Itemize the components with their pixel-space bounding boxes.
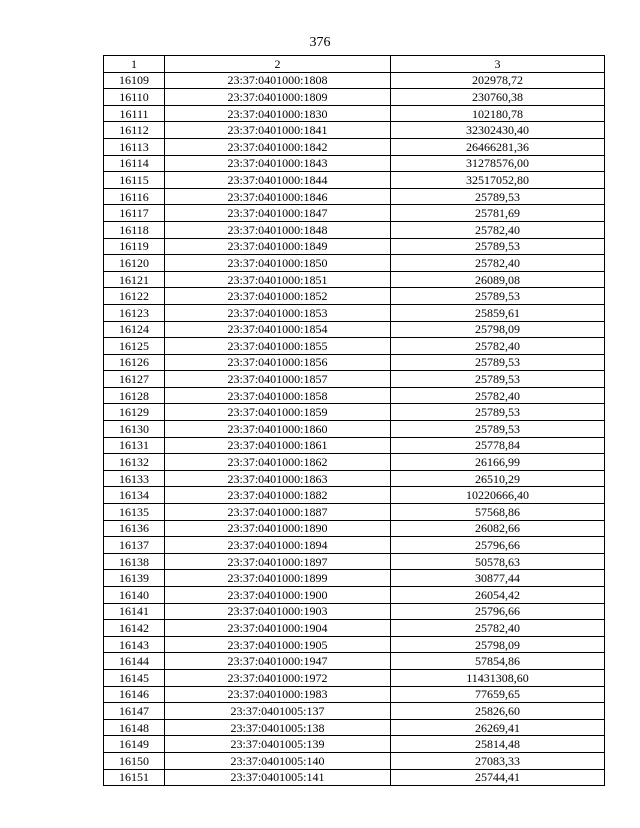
- value-cell: 25782,40: [391, 338, 605, 355]
- table-row: [104, 620, 605, 637]
- cadastral-number-cell: 23:37:0401000:1983: [165, 686, 391, 703]
- cadastral-number-cell: 23:37:0401000:1903: [165, 603, 391, 620]
- table-row: [104, 271, 605, 288]
- row-number-cell: 16112: [104, 122, 165, 139]
- cadastral-number-cell: 23:37:0401000:1856: [165, 354, 391, 371]
- cadastral-number-cell: 23:37:0401000:1972: [165, 669, 391, 686]
- row-number-cell: 16122: [104, 288, 165, 305]
- value-cell: 26082,66: [391, 520, 605, 537]
- table-row: [104, 553, 605, 570]
- row-number-cell: 16127: [104, 371, 165, 388]
- cadastral-number-cell: 23:37:0401000:1847: [165, 205, 391, 222]
- value-cell: 25782,40: [391, 255, 605, 272]
- cadastral-number-cell: 23:37:0401000:1904: [165, 620, 391, 637]
- cadastral-number-cell: 23:37:0401000:1850: [165, 255, 391, 272]
- table-row: [104, 172, 605, 189]
- table-row: [104, 719, 605, 736]
- table-row: [104, 421, 605, 438]
- table-body: [104, 72, 605, 786]
- table-row: [104, 752, 605, 769]
- row-number-cell: 16133: [104, 470, 165, 487]
- value-cell: 25789,53: [391, 288, 605, 305]
- value-cell: 32302430,40: [391, 122, 605, 139]
- row-number-cell: 16118: [104, 221, 165, 238]
- value-cell: 26466281,36: [391, 138, 605, 155]
- row-number-cell: 16109: [104, 72, 165, 89]
- page-number: 376: [309, 35, 331, 50]
- value-cell: 26166,99: [391, 454, 605, 471]
- row-number-cell: 16149: [104, 736, 165, 753]
- cadastral-number-cell: 23:37:0401000:1857: [165, 371, 391, 388]
- table-row: [104, 221, 605, 238]
- column-header-1: 1: [104, 56, 165, 73]
- cadastral-number-cell: 23:37:0401000:1851: [165, 271, 391, 288]
- row-number-cell: 16123: [104, 304, 165, 321]
- cadastral-number-cell: 23:37:0401000:1899: [165, 570, 391, 587]
- value-cell: 25789,53: [391, 404, 605, 421]
- cadastral-number-cell: 23:37:0401000:1858: [165, 387, 391, 404]
- value-cell: 202978,72: [391, 72, 605, 89]
- cadastral-number-cell: 23:37:0401000:1848: [165, 221, 391, 238]
- table-row: [104, 520, 605, 537]
- row-number-cell: 16115: [104, 172, 165, 189]
- row-number-cell: 16136: [104, 520, 165, 537]
- cadastral-number-cell: 23:37:0401005:139: [165, 736, 391, 753]
- table-row: [104, 122, 605, 139]
- row-number-cell: 16145: [104, 669, 165, 686]
- value-cell: 50578,63: [391, 553, 605, 570]
- row-number-cell: 16132: [104, 454, 165, 471]
- cadastral-number-cell: 23:37:0401000:1862: [165, 454, 391, 471]
- value-cell: 31278576,00: [391, 155, 605, 172]
- table-row: [104, 437, 605, 454]
- value-cell: 26089,08: [391, 271, 605, 288]
- table-row: [104, 354, 605, 371]
- row-number-cell: 16148: [104, 719, 165, 736]
- row-number-cell: 16141: [104, 603, 165, 620]
- row-number-cell: 16131: [104, 437, 165, 454]
- value-cell: 57854,86: [391, 653, 605, 670]
- row-number-cell: 16121: [104, 271, 165, 288]
- cadastral-number-cell: 23:37:0401000:1887: [165, 504, 391, 521]
- cadastral-number-cell: 23:37:0401000:1897: [165, 553, 391, 570]
- table-row: [104, 587, 605, 604]
- cadastral-number-cell: 23:37:0401000:1894: [165, 537, 391, 554]
- row-number-cell: 16119: [104, 238, 165, 255]
- table-row: [104, 72, 605, 89]
- table-row: [104, 288, 605, 305]
- value-cell: 27083,33: [391, 752, 605, 769]
- value-cell: 25781,69: [391, 205, 605, 222]
- row-number-cell: 16120: [104, 255, 165, 272]
- table-row: [104, 321, 605, 338]
- table-row: [104, 255, 605, 272]
- cadastral-number-cell: 23:37:0401000:1842: [165, 138, 391, 155]
- table-row: [104, 504, 605, 521]
- value-cell: 25778,84: [391, 437, 605, 454]
- cadastral-number-cell: 23:37:0401000:1860: [165, 421, 391, 438]
- cadastral-number-cell: 23:37:0401000:1905: [165, 636, 391, 653]
- cadastral-number-cell: 23:37:0401005:141: [165, 769, 391, 786]
- row-number-cell: 16147: [104, 703, 165, 720]
- cadastral-number-cell: 23:37:0401000:1852: [165, 288, 391, 305]
- value-cell: 25789,53: [391, 188, 605, 205]
- row-number-cell: 16143: [104, 636, 165, 653]
- cadastral-number-cell: 23:37:0401000:1809: [165, 89, 391, 106]
- value-cell: 25859,61: [391, 304, 605, 321]
- table-row: [104, 105, 605, 122]
- row-number-cell: 16151: [104, 769, 165, 786]
- row-number-cell: 16134: [104, 487, 165, 504]
- row-number-cell: 16146: [104, 686, 165, 703]
- value-cell: 77659,65: [391, 686, 605, 703]
- table-row: [104, 155, 605, 172]
- row-number-cell: 16110: [104, 89, 165, 106]
- table-row: [104, 304, 605, 321]
- value-cell: 25796,66: [391, 603, 605, 620]
- value-cell: 30877,44: [391, 570, 605, 587]
- cadastral-number-cell: 23:37:0401000:1841: [165, 122, 391, 139]
- row-number-cell: 16128: [104, 387, 165, 404]
- row-number-cell: 16113: [104, 138, 165, 155]
- value-cell: 25782,40: [391, 387, 605, 404]
- row-number-cell: 16139: [104, 570, 165, 587]
- cadastral-number-cell: 23:37:0401000:1859: [165, 404, 391, 421]
- cadastral-number-cell: 23:37:0401005:140: [165, 752, 391, 769]
- cadastral-number-cell: 23:37:0401000:1861: [165, 437, 391, 454]
- cadastral-number-cell: 23:37:0401000:1808: [165, 72, 391, 89]
- cadastral-number-cell: 23:37:0401000:1947: [165, 653, 391, 670]
- table-row: [104, 89, 605, 106]
- row-number-cell: 16117: [104, 205, 165, 222]
- table-row: [104, 238, 605, 255]
- data-table: [103, 55, 605, 786]
- value-cell: 26510,29: [391, 470, 605, 487]
- row-number-cell: 16137: [104, 537, 165, 554]
- cadastral-number-cell: 23:37:0401000:1882: [165, 487, 391, 504]
- table-row: [104, 487, 605, 504]
- row-number-cell: 16138: [104, 553, 165, 570]
- value-cell: 25826,60: [391, 703, 605, 720]
- cadastral-number-cell: 23:37:0401000:1844: [165, 172, 391, 189]
- table-row: [104, 188, 605, 205]
- table-row: [104, 686, 605, 703]
- cadastral-number-cell: 23:37:0401000:1863: [165, 470, 391, 487]
- value-cell: 25814,48: [391, 736, 605, 753]
- cadastral-number-cell: 23:37:0401000:1854: [165, 321, 391, 338]
- column-header-2: 2: [165, 56, 391, 73]
- value-cell: 25782,40: [391, 620, 605, 637]
- table-row: [104, 470, 605, 487]
- table-row: [104, 338, 605, 355]
- value-cell: 102180,78: [391, 105, 605, 122]
- value-cell: 32517052,80: [391, 172, 605, 189]
- table-row: [104, 653, 605, 670]
- row-number-cell: 16130: [104, 421, 165, 438]
- header-row: [104, 56, 605, 73]
- row-number-cell: 16129: [104, 404, 165, 421]
- row-number-cell: 16124: [104, 321, 165, 338]
- row-number-cell: 16150: [104, 752, 165, 769]
- row-number-cell: 16125: [104, 338, 165, 355]
- table-row: [104, 537, 605, 554]
- cadastral-number-cell: 23:37:0401000:1855: [165, 338, 391, 355]
- table-row: [104, 387, 605, 404]
- value-cell: 25782,40: [391, 221, 605, 238]
- table-row: [104, 404, 605, 421]
- table-row: [104, 736, 605, 753]
- value-cell: 25798,09: [391, 636, 605, 653]
- value-cell: 25796,66: [391, 537, 605, 554]
- table-row: [104, 205, 605, 222]
- table-row: [104, 669, 605, 686]
- value-cell: 11431308,60: [391, 669, 605, 686]
- value-cell: 57568,86: [391, 504, 605, 521]
- cadastral-number-cell: 23:37:0401005:137: [165, 703, 391, 720]
- table-row: [104, 570, 605, 587]
- value-cell: 26269,41: [391, 719, 605, 736]
- cadastral-number-cell: 23:37:0401000:1849: [165, 238, 391, 255]
- table-row: [104, 636, 605, 653]
- value-cell: 25798,09: [391, 321, 605, 338]
- cadastral-number-cell: 23:37:0401000:1830: [165, 105, 391, 122]
- row-number-cell: 16116: [104, 188, 165, 205]
- cadastral-number-cell: 23:37:0401000:1843: [165, 155, 391, 172]
- table-row: [104, 138, 605, 155]
- value-cell: 10220666,40: [391, 487, 605, 504]
- row-number-cell: 16140: [104, 587, 165, 604]
- cadastral-number-cell: 23:37:0401000:1853: [165, 304, 391, 321]
- row-number-cell: 16144: [104, 653, 165, 670]
- table-row: [104, 703, 605, 720]
- table-row: [104, 454, 605, 471]
- row-number-cell: 16111: [104, 105, 165, 122]
- table-row: [104, 769, 605, 786]
- row-number-cell: 16126: [104, 354, 165, 371]
- cadastral-number-cell: 23:37:0401000:1846: [165, 188, 391, 205]
- value-cell: 25789,53: [391, 354, 605, 371]
- value-cell: 26054,42: [391, 587, 605, 604]
- cadastral-number-cell: 23:37:0401000:1900: [165, 587, 391, 604]
- value-cell: 230760,38: [391, 89, 605, 106]
- cadastral-number-cell: 23:37:0401005:138: [165, 719, 391, 736]
- cadastral-number-cell: 23:37:0401000:1890: [165, 520, 391, 537]
- value-cell: 25789,53: [391, 421, 605, 438]
- table-row: [104, 371, 605, 388]
- value-cell: 25789,53: [391, 238, 605, 255]
- value-cell: 25744,41: [391, 769, 605, 786]
- column-header-3: 3: [391, 56, 605, 73]
- row-number-cell: 16114: [104, 155, 165, 172]
- row-number-cell: 16142: [104, 620, 165, 637]
- row-number-cell: 16135: [104, 504, 165, 521]
- table-row: [104, 603, 605, 620]
- value-cell: 25789,53: [391, 371, 605, 388]
